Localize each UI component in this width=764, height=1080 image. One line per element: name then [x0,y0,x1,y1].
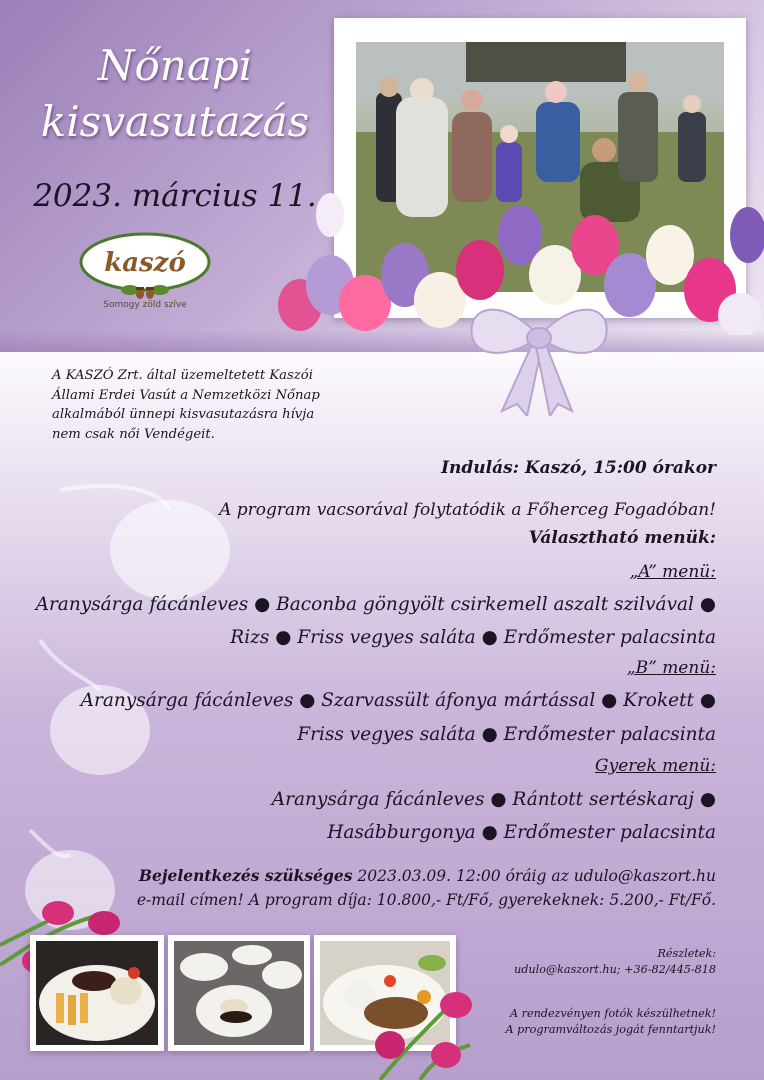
intro-paragraph [52,366,352,444]
details-block [514,946,716,978]
kaszo-logo [78,232,212,310]
photo-notice: A rendezvényen fotók készülhetnek! [509,1007,716,1020]
event-date: 2023. március 11. [33,178,317,214]
departure-info: Indulás: Kaszó, 15:00 órakor [441,458,716,478]
menus-title: Választható menük: [528,528,716,548]
details-label: Részletek: [657,947,716,960]
menu-kids-title: Gyerek menü: [595,756,716,776]
title-line-2: kisvasutazás [40,97,310,146]
title-line-1: Nőnapi [97,41,253,90]
logo-tagline: Somogy zöld szíve [103,300,187,310]
menu-a-line-1: Aranysárga fácánleves ● Baconba göngyölt csirkemell aszalt szilvával ● [35,594,716,615]
menu-a-title: „A” menü: [629,562,716,582]
registration-required-label: Bejelentkezés szükséges [138,866,353,885]
registration-deadline: 2023.03.09. 12:00 óráig az udulo@kaszort.hu [352,867,716,885]
logo-wordmark: kaszó [104,248,186,278]
food-photo-1 [30,935,164,1051]
menu-b-line-1: Aranysárga fácánleves ● Szarvassült áfonya mártással ● Krokett ● [80,690,716,711]
program-info: A program vacsorával folytatódik a Főherceg Fogadóban! [219,500,716,520]
registration-price: e-mail címen! A program díja: 10.800,- Ft/Fő, gyerekeknek: 5.200,- Ft/Fő. [136,891,716,909]
menu-kids-line-2: Hasábburgonya ● Erdőmester palacsinta [327,822,716,843]
menu-kids-line-1: Aranysárga fácánleves ● Rántott sertéskaraj ● [271,789,716,810]
menu-b-line-2: Friss vegyes saláta ● Erdőmester palacsinta [297,724,716,745]
menu-b-title: „B” menü: [626,658,716,678]
food-photo-2 [168,935,310,1051]
intro-line-2: Állami Erdei Vasút a Nemzetközi Nőnap [52,387,320,403]
details-contact: udulo@kaszort.hu; +36-82/445-818 [514,963,716,976]
ribbon-bow-image [462,276,616,416]
change-notice: A programváltozás jogát fenntartjuk! [505,1023,716,1036]
menu-a-line-2: Rizs ● Friss vegyes saláta ● Erdőmester palacsinta [230,627,716,648]
notes-block [505,1006,716,1038]
poster-title [30,38,320,150]
intro-line-3: alkalmából ünnepi kisvasutazásra hívja [52,407,315,423]
tulips-bottom-image [360,985,500,1080]
intro-line-1: A KASZÓ Zrt. által üzemeltetett Kaszói [52,368,313,383]
intro-line-4: nem csak női Vendégeit. [52,426,215,442]
